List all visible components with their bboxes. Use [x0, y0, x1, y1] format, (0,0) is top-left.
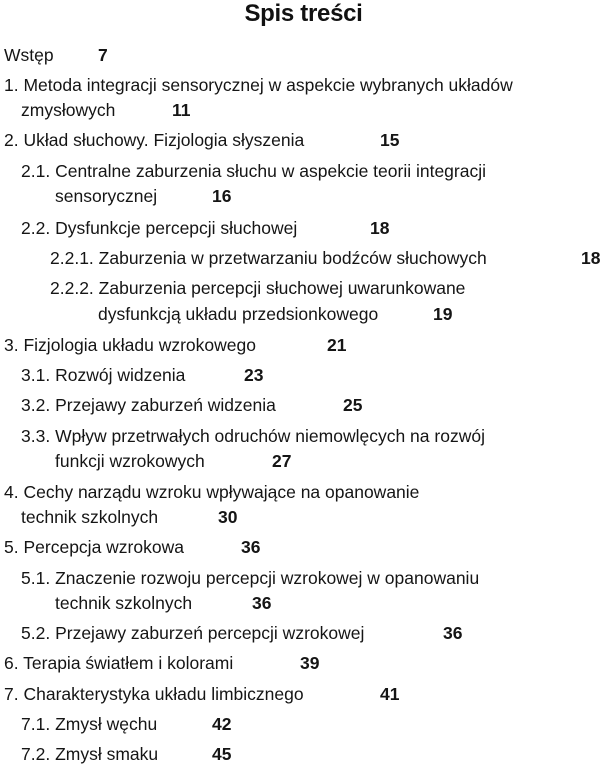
- toc-entry: [4, 73, 513, 98]
- page-number: 45: [212, 744, 232, 764]
- section-number: 7.: [4, 684, 19, 704]
- section-number: 7.2.: [21, 744, 51, 764]
- section-title: Układ słuchowy. Fizjologia słyszenia: [23, 130, 305, 150]
- toc-entry-continuation: [98, 302, 378, 327]
- section-title: Zmysł węchu: [55, 714, 158, 734]
- section-number: 2.2.2.: [50, 278, 94, 298]
- toc-entry: [50, 276, 465, 301]
- page-number: 18: [370, 218, 390, 238]
- section-number: 3.2.: [21, 395, 51, 415]
- toc-entry: [21, 712, 157, 737]
- section-title: Charakterystyka układu limbicznego: [23, 684, 304, 704]
- section-number: 2.2.1.: [50, 248, 94, 268]
- toc-entry: [21, 159, 486, 184]
- toc-entry-continuation: [55, 449, 205, 474]
- section-title: Wpływ przetrwałych odruchów niemowlęcych na rozwój: [55, 426, 485, 446]
- toc-entry: [4, 333, 256, 358]
- toc-entry: [21, 742, 158, 767]
- toc-entry: [21, 393, 276, 418]
- page-number: 39: [300, 653, 320, 673]
- section-title: Centralne zaburzenia słuchu w aspekcie teorii integracji: [55, 161, 486, 181]
- toc-entry: [21, 216, 297, 241]
- section-title: funkcji wzrokowych: [55, 451, 205, 471]
- page-number: 19: [433, 304, 453, 324]
- section-title: Cechy narządu wzroku wpływające na opanowanie: [23, 482, 420, 502]
- section-title: Przejawy zaburzeń percepcji wzrokowej: [55, 623, 365, 643]
- section-title: technik szkolnych: [21, 507, 159, 527]
- toc-entry-continuation: [21, 98, 115, 123]
- section-number: 5.2.: [21, 623, 51, 643]
- toc-entry: [4, 682, 304, 707]
- page-number: 30: [218, 507, 238, 527]
- toc-entry: [21, 621, 364, 646]
- page-number: 27: [272, 451, 292, 471]
- section-title: Terapia światłem i kolorami: [23, 653, 234, 673]
- section-title: Metoda integracji sensorycznej w aspekcie wybranych układów: [23, 75, 513, 95]
- section-number: 4.: [4, 482, 19, 502]
- toc-entry: [21, 424, 485, 449]
- section-number: 6.: [4, 653, 19, 673]
- page-number: 15: [380, 130, 400, 150]
- toc-entry: [50, 246, 487, 271]
- section-number: 7.1.: [21, 714, 51, 734]
- page-number: 25: [343, 395, 363, 415]
- section-title: Zaburzenia percepcji słuchowej uwarunkowane: [98, 278, 466, 298]
- section-title: Dysfunkcje percepcji słuchowej: [55, 218, 298, 238]
- toc-entry-continuation: [55, 184, 157, 209]
- section-title: dysfunkcją układu przedsionkowego: [98, 304, 379, 324]
- toc-entry: [4, 43, 54, 68]
- toc-entry: [4, 480, 419, 505]
- page-number: 36: [241, 537, 261, 557]
- section-title: Percepcja wzrokowa: [23, 537, 184, 557]
- section-number: 2.: [4, 130, 19, 150]
- page-number: 18: [581, 248, 601, 268]
- toc-entry: [21, 363, 185, 388]
- section-title: Fizjologia układu wzrokowego: [23, 335, 256, 355]
- page-number: 21: [327, 335, 347, 355]
- toc-entry: [21, 566, 479, 591]
- page-number: 42: [212, 714, 232, 734]
- section-title: sensorycznej: [55, 186, 158, 206]
- page-number: 16: [212, 186, 232, 206]
- section-number: 3.: [4, 335, 19, 355]
- page-title: Spis treści: [244, 0, 363, 27]
- page-number: 36: [252, 593, 272, 613]
- section-number: 2.1.: [21, 161, 51, 181]
- page-number: 23: [244, 365, 264, 385]
- section-title: Znaczenie rozwoju percepcji wzrokowej w opanowaniu: [55, 568, 480, 588]
- section-number: 3.3.: [21, 426, 51, 446]
- toc-entry-continuation: [21, 505, 158, 530]
- section-title: technik szkolnych: [55, 593, 193, 613]
- toc-entry: [4, 128, 304, 153]
- section-number: 5.1.: [21, 568, 51, 588]
- section-number: 5.: [4, 537, 19, 557]
- section-title: Rozwój widzenia: [55, 365, 186, 385]
- section-title: Zmysł smaku: [55, 744, 159, 764]
- page-number: 36: [443, 623, 463, 643]
- page-number: 11: [172, 100, 191, 120]
- section-title: Przejawy zaburzeń widzenia: [55, 395, 276, 415]
- section-number: 1.: [4, 75, 19, 95]
- section-title: Zaburzenia w przetwarzaniu bodźców słuchowych: [98, 248, 487, 268]
- section-number: 2.2.: [21, 218, 51, 238]
- section-number: 3.1.: [21, 365, 51, 385]
- toc-entry: [4, 535, 184, 560]
- toc-entry: [4, 651, 233, 676]
- toc-entry-continuation: [55, 591, 192, 616]
- section-title: Wstęp: [4, 45, 54, 65]
- section-title: zmysłowych: [21, 100, 116, 120]
- page-number: 41: [380, 684, 400, 704]
- page-number: 7: [98, 45, 108, 65]
